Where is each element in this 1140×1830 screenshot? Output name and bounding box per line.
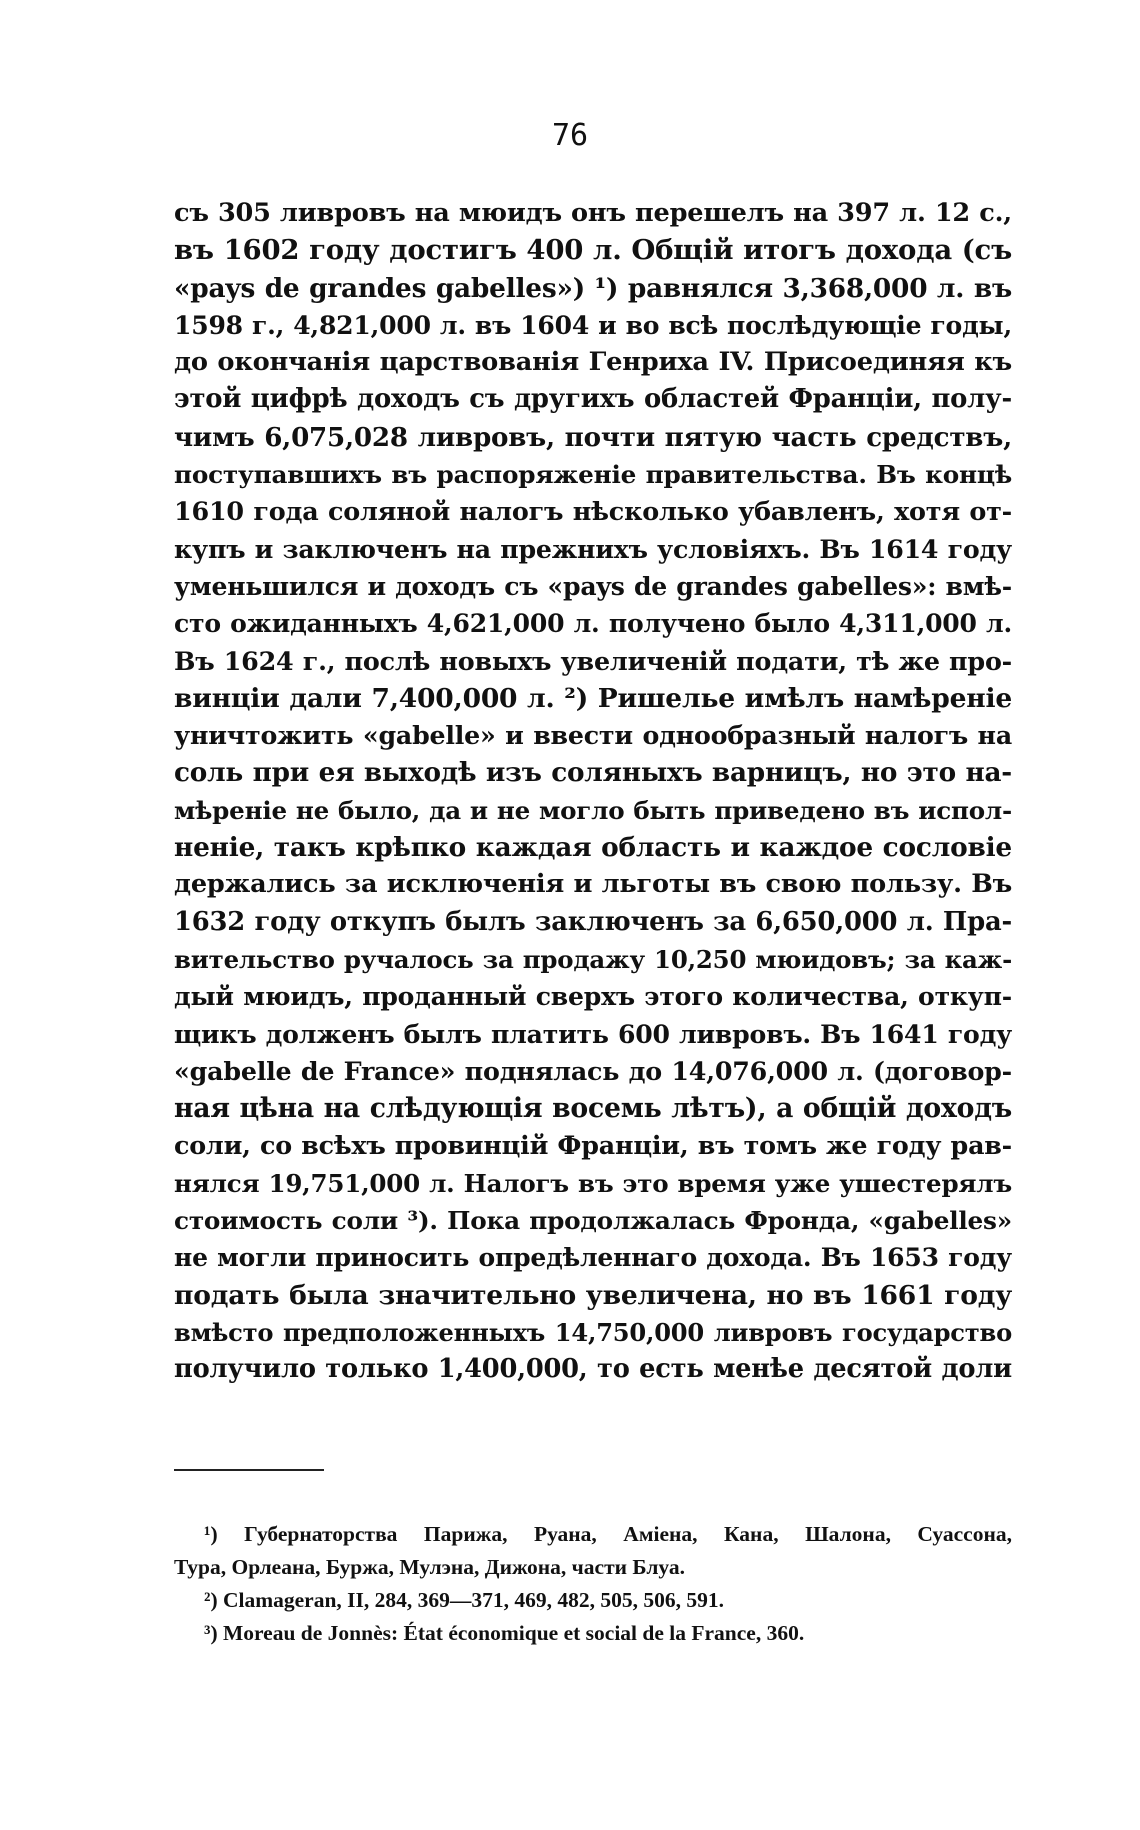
text-line: нялся 19,751,000 л. Налогъ въ это время уже ушестерялъ: [174, 1168, 1012, 1198]
text-line: этой цифрѣ доходъ съ другихъ областей Франціи, полу-: [174, 384, 1012, 415]
text-line: подать была значительно увеличена, но въ 1661 году: [174, 1279, 1012, 1311]
text-line: неніе, такъ крѣпко каждая область и каждое сословіе: [174, 832, 1012, 864]
page-number: 76: [551, 118, 589, 153]
text-line: винціи дали 7,400,000 л. ²) Ришелье имѣлъ намѣреніе: [174, 682, 1012, 714]
footnote-line: Тура, Орлеана, Буржа, Мулэна, Дижона, части Блуа.: [174, 1555, 686, 1579]
text-line: «pays de grandes gabelles») ¹) равнялся 3,368,000 л. въ: [174, 272, 1012, 304]
text-line: держались за исключенія и льготы въ свою пользу. Въ: [174, 869, 1012, 900]
footnotes: [174, 1518, 1012, 1650]
text-line: мѣреніе не было, да и не могло быть приведено въ испол-: [174, 795, 1012, 825]
footnote-line: ¹) Губернаторства Парижа, Руана, Аміена, Кана, Шалона, Суассона,: [204, 1522, 1012, 1546]
text-line: уничтожить «gabelle» и ввести однообразный налогъ на: [174, 720, 1012, 751]
text-line: поступавшихъ въ распоряженіе правительства. Въ концѣ: [174, 460, 1012, 490]
text-line: получило только 1,400,000, то есть менѣе десятой доли: [174, 1354, 1012, 1385]
text-line: купъ и заключенъ на прежнихъ условіяхъ. Въ 1614 году: [174, 533, 1012, 564]
text-line: до окончанія царствованія Генриха IV. Присоединяя къ: [174, 347, 1012, 378]
footnote-divider: [174, 1469, 324, 1471]
text-line: ная цѣна на слѣдующія восемь лѣтъ), а общій доходъ: [174, 1093, 1012, 1125]
text-line: вительство ручалось за продажу 10,250 мюидовъ; за каж-: [174, 944, 1012, 974]
text-line: 1632 году откупъ былъ заключенъ за 6,650,000 л. Пра-: [174, 906, 1012, 937]
text-line: съ 305 ливровъ на мюидъ онъ перешелъ на 397 л. 12 с.,: [174, 198, 1012, 228]
text-line: вмѣсто предположенныхъ 14,750,000 ливровъ государство: [174, 1317, 1012, 1347]
text-line: стоимость соли ³). Пока продолжалась Фронда, «gabelles»: [174, 1206, 1012, 1236]
text-line: уменьшился и доходъ съ «pays de grandes gabelles»: вмѣ-: [174, 570, 1012, 601]
text-line: «gabelle de France» поднялась до 14,076,000 л. (договор-: [174, 1055, 1012, 1086]
text-line: 1610 года соляной налогъ нѣсколько убавленъ, хотя от-: [174, 496, 1012, 527]
footnote-line: ²) Clamageran, II, 284, 369—371, 469, 482, 505, 506, 591.: [204, 1588, 725, 1612]
text-line: 1598 г., 4,821,000 л. въ 1604 и во всѣ послѣдующіе годы,: [174, 309, 1012, 340]
text-line: не могли приносить опредѣленнаго дохода. Въ 1653 году: [174, 1243, 1012, 1273]
text-line: соли, со всѣхъ провинцій Франціи, въ томъ же году рав-: [174, 1130, 1012, 1161]
text-line: въ 1602 году достигъ 400 л. Общій итогъ дохода (съ: [174, 234, 1012, 267]
body-text: [174, 195, 1012, 1389]
text-line: чимъ 6,075,028 ливровъ, почти пятую часть средствъ,: [174, 421, 1012, 453]
text-line: Въ 1624 г., послѣ новыхъ увеличеній подати, тѣ же про-: [174, 645, 1012, 676]
text-line: соль при ея выходѣ изъ соляныхъ варницъ, но это на-: [174, 757, 1012, 789]
footnote-line: ³) Moreau de Jonnès: État économique et social de la France, 360.: [204, 1621, 805, 1645]
text-line: щикъ долженъ былъ платить 600 ливровъ. Въ 1641 году: [174, 1018, 1012, 1049]
text-line: дый мюидъ, проданный сверхъ этого количества, откуп-: [174, 981, 1012, 1012]
text-line: сто ожиданныхъ 4,621,000 л. получено было 4,311,000 л.: [174, 608, 1012, 639]
